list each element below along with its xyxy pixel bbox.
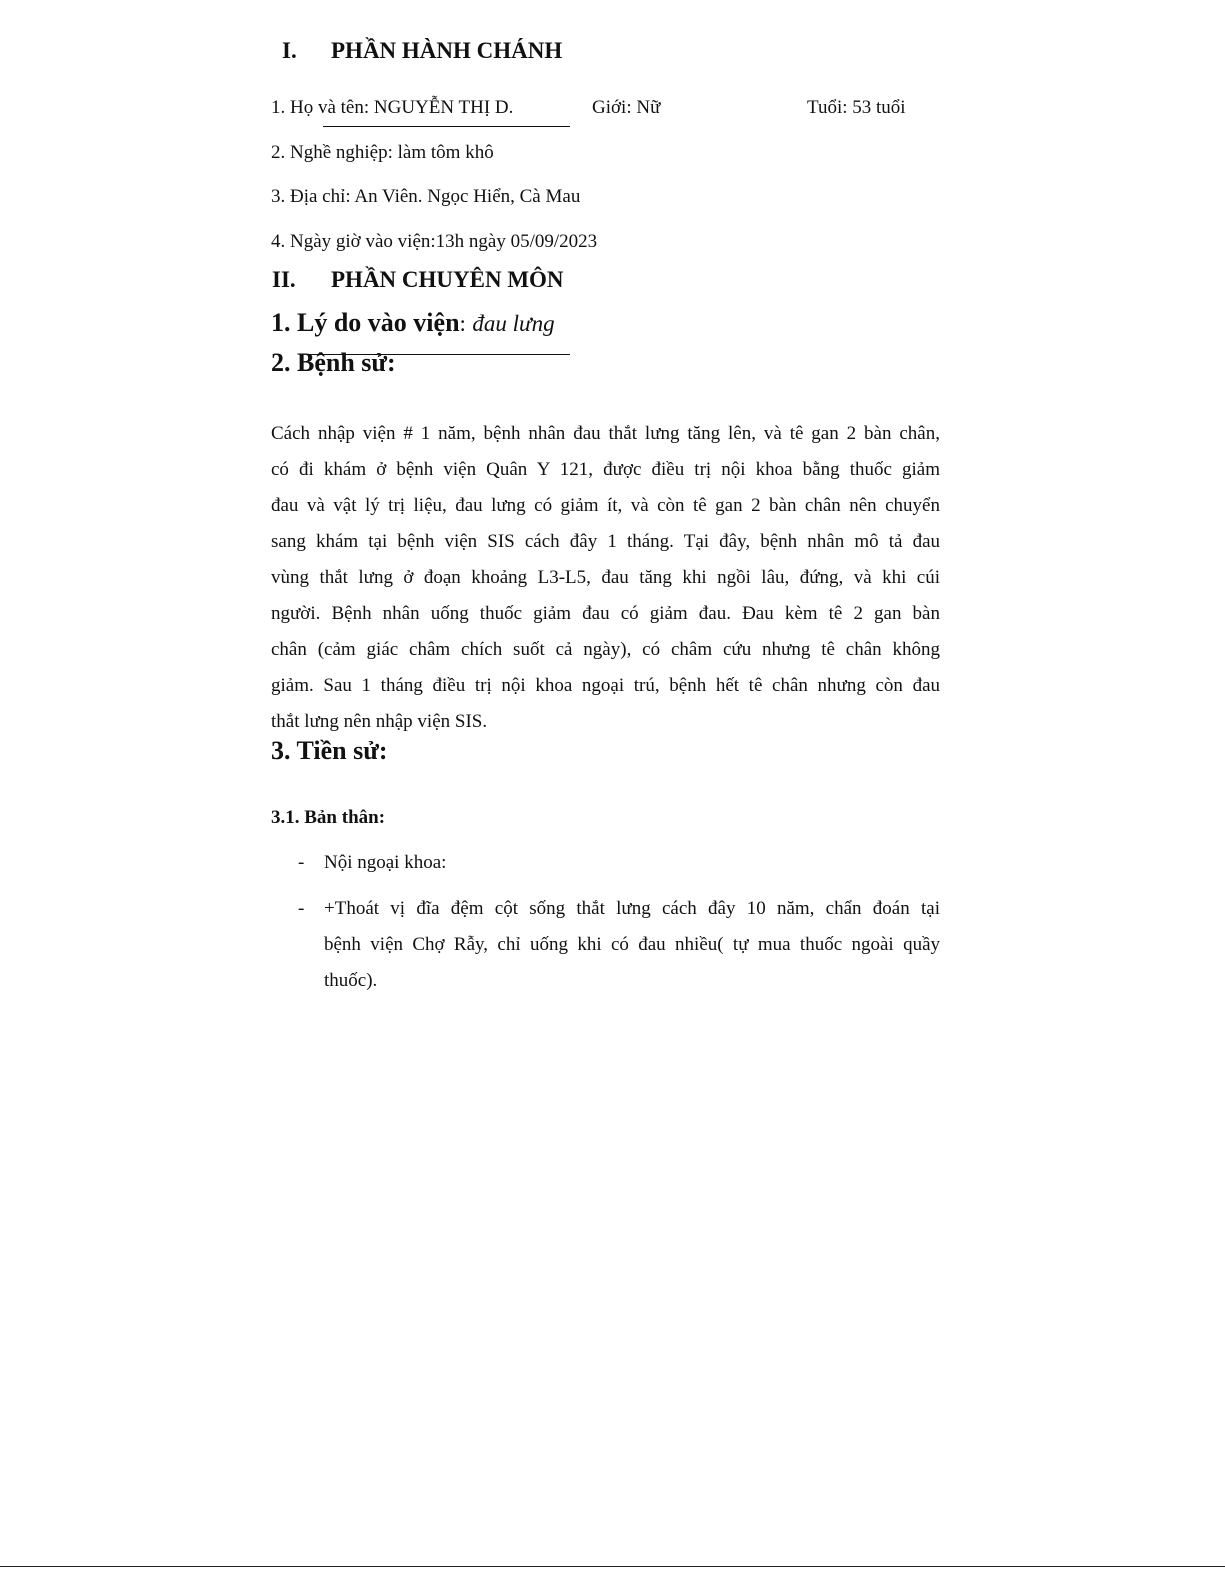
patient-occupation: 2. Nghề nghiệp: làm tôm khô [271, 142, 494, 163]
bullet-item-line: bệnh viện Chợ Rẫy, chỉ uống khi có đau nhiều( tự mua thuốc ngoài quầy [324, 934, 940, 955]
section-1-number: I. [282, 38, 297, 63]
page-bottom-border [0, 1566, 1225, 1567]
patient-gender: Giới: Nữ [592, 97, 661, 118]
history-line: thắt lưng nên nhập viện SIS. [271, 711, 488, 732]
personal-history-subheading: 3.1. Bản thân: [271, 807, 386, 828]
bullet-marker: - [298, 898, 305, 919]
reason-value: đau lưng [472, 311, 555, 336]
bullet-item-line: +Thoát vị đĩa đệm cột sống thắt lưng cách đây 10 năm, chẩn đoán tại [324, 898, 940, 919]
patient-address: 3. Địa chỉ: An Viên. Ngọc Hiển, Cà Mau [271, 186, 581, 207]
history-line: người. Bệnh nhân uống thuốc giảm đau có giảm đau. Đau kèm tê 2 gan bàn [271, 603, 940, 624]
name-underline [323, 126, 570, 127]
history-line: giảm. Sau 1 tháng điều trị nội khoa ngoại trú, bệnh hết tê chân nhưng còn đau [271, 675, 940, 696]
history-line: đau và vật lý trị liệu, đau lưng có giảm ít, và còn tê gan 2 bàn chân nên chuyển [271, 495, 940, 516]
history-line: Cách nhập viện # 1 năm, bệnh nhân đau thắt lưng tăng lên, và tê gan 2 bàn chân, [271, 423, 940, 444]
history-line: có đi khám ở bệnh viện Quân Y 121, được điều trị nội khoa bằng thuốc giảm [271, 459, 940, 480]
patient-name: 1. Họ và tên: NGUYỄN THỊ D. [271, 97, 514, 118]
past-history-heading: 3. Tiền sử: [271, 736, 388, 765]
history-line: sang khám tại bệnh viện SIS cách đây 1 tháng. Tại đây, bệnh nhân mô tả đau [271, 531, 940, 552]
history-heading: 2. Bệnh sử: [271, 348, 396, 377]
bullet-item-line: thuốc). [324, 970, 378, 991]
section-2-number: II. [272, 267, 296, 292]
section-1-title: PHẦN HÀNH CHÁNH [331, 38, 563, 63]
history-paragraph [271, 416, 940, 740]
reason-label: 1. Lý do vào viện [271, 308, 460, 337]
bullet-marker: - [298, 852, 305, 873]
history-line: vùng thắt lưng ở đoạn khoảng L3-L5, đau tăng khi ngồi lâu, đứng, và khi cúi [271, 567, 940, 588]
bullet-item-medical-surgical: Nội ngoại khoa: [324, 852, 447, 873]
bullet-item-disc-herniation [324, 891, 940, 999]
reason-colon: : [459, 311, 466, 336]
patient-age: Tuổi: 53 tuổi [807, 97, 906, 118]
admission-time: 4. Ngày giờ vào viện:13h ngày 05/09/2023 [271, 231, 598, 252]
section-2-title: PHẦN CHUYÊN MÔN [331, 267, 564, 292]
reason-for-admission [271, 308, 555, 338]
history-line: chân (cảm giác châm chích suốt cả ngày), có châm cứu nhưng tê chân không [271, 639, 940, 660]
